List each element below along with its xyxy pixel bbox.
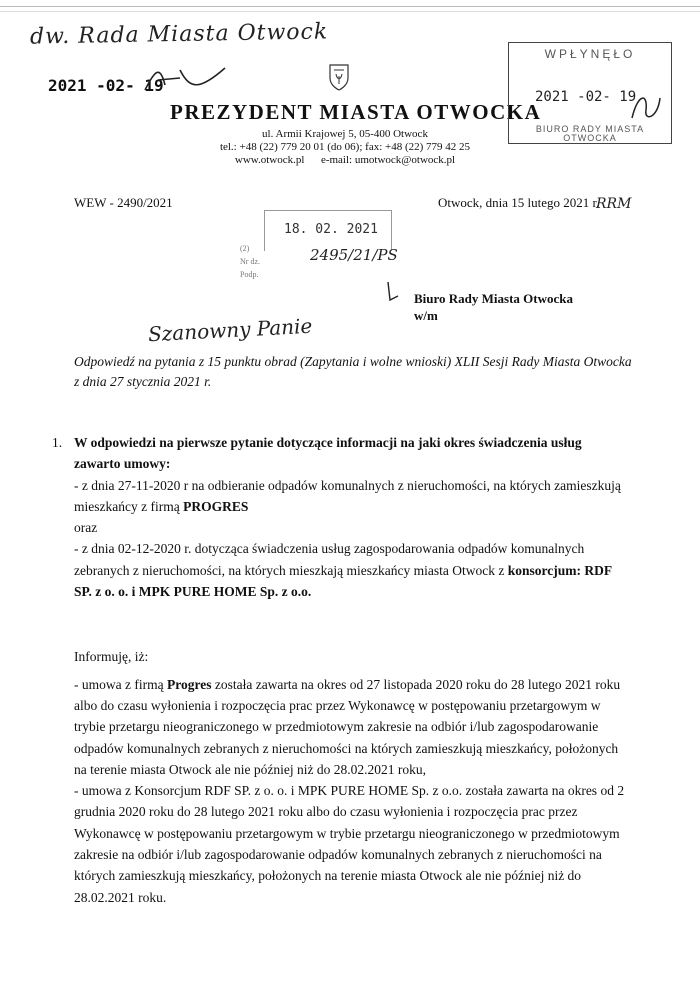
received-stamp-org: BIURO RADY MIASTA OTWOCKA (535, 124, 645, 143)
registry-stamp-fields (240, 242, 260, 281)
oraz-text: oraz (74, 520, 98, 536)
registry-stamp (240, 210, 398, 280)
numbered-item-1 (52, 432, 630, 602)
registry-field-3: Podp. (240, 270, 259, 279)
question-text: W odpowiedzi na pierwsze pytanie dotyczące informacji na jaki okres świadczenia usług zawarto umowy: (74, 435, 582, 472)
contract-line-1 (74, 475, 630, 518)
registry-stamp-date: 18. 02. 2021 (284, 222, 378, 237)
registry-field-1: (2) (240, 244, 250, 253)
initials-signature (140, 60, 230, 100)
received-date-stamp: 2021 -02- 19 (48, 76, 164, 95)
contract-line-1-text: - z dnia 27-11-2020 r na odbieranie odpadów komunalnych z nieruchomości, na których zamieszkują mieszkańcy z firmą (74, 477, 621, 514)
contract-line-2-company: konsorcjum: RDF SP. z o. o. i MPK PURE HOME Sp. z o.o. (74, 562, 612, 600)
document-reference: WEW - 2490/2021 (74, 195, 173, 210)
received-stamp-label: WPŁYNĘŁO (544, 47, 636, 61)
registry-stamp-number: 2495/21/PS (310, 246, 398, 264)
contract-line-1-company: PROGRES (183, 498, 249, 514)
stamp-signature (628, 88, 664, 128)
handwritten-salutation: Szanowny Panie (147, 313, 313, 347)
letterhead-email: e-mail: umotwock@otwock.pl (320, 154, 456, 166)
place-and-date: Otwock, dnia 15 lutego 2021 r. (438, 195, 600, 210)
recipient-line-2: w/m (414, 308, 438, 323)
paragraph-progres (74, 674, 630, 780)
received-stamp-date: 2021 -02- 19 (535, 89, 637, 105)
letter-body (52, 432, 630, 908)
city-crest-icon (328, 62, 350, 92)
contract-line-2 (74, 538, 630, 602)
inform-text: Informuję, iż: (74, 649, 149, 665)
letterhead-phone: tel.: +48 (22) 779 20 01 (do 06); fax: +48 (22) 779 42 25 (219, 141, 471, 153)
letterhead-web-email (200, 154, 490, 167)
contract-line-2-text: - z dnia 02-12-2020 r. dotycząca świadczenia usług zagospodarowania odpadów komunalnych zebranych z nieruchomości, na których mieszkają mieszkańcy miasta Otwock z (74, 541, 585, 578)
letterhead-title: PREZYDENT MIASTA OTWOCKA (170, 100, 542, 124)
arrow-mark (384, 280, 404, 310)
paragraph-konsorcjum: - umowa z Konsorcjum RDF SP. z o. o. i MPK PURE HOME Sp. z o.o. została zawarta na okres od 2 grudnia 2020 roku do 28 lutego 2021 roku albo do czasu wyłonienia i rozpoczęcia prac przez Wykonawcę w postępowaniu przetargowym w trybie przetargu nieograniczonego w przedmiotowym zakresie na odbiór i/lub zagospodarowanie odpadów komunalnych zebranych z nieruchomości na których zamieszkują mieszkańcy, położonych na terenie miasta Otwock ale nie później niż do 28.02.2021 roku. (74, 783, 625, 905)
paragraph-progres-text: została zawarta na okres od 27 listopada 2020 roku do 28 lutego 2021 roku albo do czasu wyłonienia i rozpoczęcia prac przez Wykonawcę w postępowaniu przetargowym w trybie przetargu nieograniczonego w przedmiotowym zakresie na odbiór i/lub zagospodarowanie odpadów komunalnych zebranych z nieruchomości na których zamieszkują mieszkańcy, położonych na terenie miasta Otwock ale nie później niż do 28.02.2021 roku, (74, 676, 621, 777)
letterhead-address: ul. Armii Krajowej 5, 05-400 Otwock (262, 128, 428, 140)
handwritten-top-note: dw. Rada Miasta Otwock (29, 19, 329, 50)
paragraph-progres-lead: - umowa z firmą (74, 676, 167, 692)
handwritten-annotation-right: RRM (596, 196, 632, 212)
paragraph-progres-company: Progres (166, 676, 212, 692)
letterhead-web: www.otwock.pl (234, 154, 305, 166)
recipient-block (414, 290, 573, 324)
letter-subject: Odpowiedź na pytania z 15 punktu obrad (Zapytania i wolne wnioski) XLII Sesji Rady Miasta Otwocka z dnia 27 stycznia 2021 r. (74, 354, 632, 389)
scan-top-edge (0, 6, 700, 12)
registry-field-2: Nr dz. (240, 257, 260, 266)
letterhead-contact (200, 128, 490, 167)
item-marker: 1. (52, 435, 63, 450)
recipient-line-1: Biuro Rady Miasta Otwocka (414, 291, 574, 306)
